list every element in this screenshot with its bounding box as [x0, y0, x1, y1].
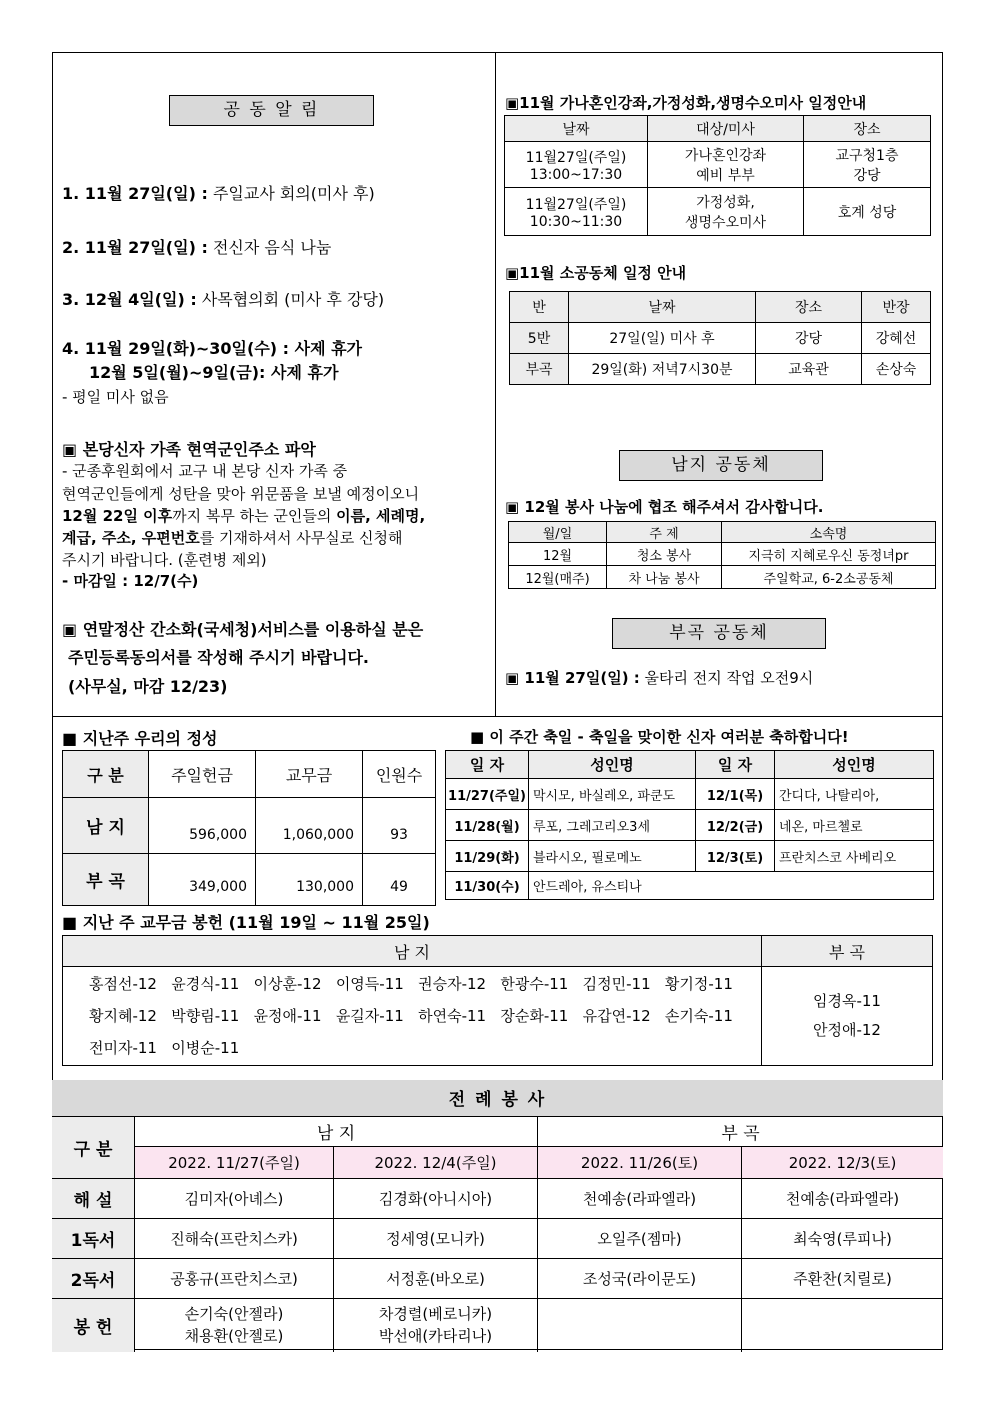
bugok-title: 부곡 공동체 [612, 618, 826, 649]
military-line-4 [62, 527, 402, 548]
table-row [52, 1258, 943, 1298]
liturgy-offer-cell [538, 1298, 742, 1352]
military-line-2: 현역군인들에게 성탄을 맞아 위문품을 보낼 예정이오니 [62, 485, 420, 503]
liturgy-offer-cell: 차경렬(베로니카) 박선애(카타리나) [334, 1298, 538, 1352]
feast-header-date: 일 자 [446, 751, 529, 779]
small-community-table [509, 291, 931, 385]
liturgy-bugok: 부 곡 [538, 1116, 944, 1146]
dues-namji-line: 전미자-11 이병순-11 [89, 1039, 240, 1057]
sc-header-place: 장소 [756, 292, 862, 323]
military-line-4-text: 를 기재하셔서 사무실로 신청해 [199, 529, 403, 547]
liturgy-cell: 오일주(젬마) [538, 1218, 742, 1258]
marriage-header-target: 대상/미사 [648, 116, 804, 142]
sc-group: 부곡 [510, 354, 569, 385]
namji-service-table [508, 521, 936, 589]
namji-header-topic: 주 제 [607, 522, 722, 543]
tax-line-3: (사무실, 마감 12/23) [68, 677, 228, 696]
feast-date: 11/27(주일) [446, 779, 529, 810]
table-row [509, 566, 936, 589]
liturgy-row-label: 해 설 [52, 1178, 135, 1218]
table-row [446, 872, 934, 900]
feast-saint: 블라시오, 필로메노 [529, 841, 696, 872]
sc-date: 27일(일) 미사 후 [569, 323, 756, 354]
table-row [510, 354, 931, 385]
marriage-place: 교구청1층 강당 [804, 142, 931, 188]
notice-item-2 [62, 235, 331, 258]
offering-table [62, 750, 436, 906]
military-line-5: 주시기 바랍니다. (훈련병 제외) [62, 551, 267, 569]
table-row [505, 188, 931, 236]
feast-saint: 루포, 그레고리오3세 [529, 810, 696, 841]
offering-count: 93 [363, 798, 436, 854]
offering-sunday: 349,000 [149, 854, 256, 906]
namji-group: 지극히 지혜로우신 동정녀pr [722, 543, 936, 566]
table-row [63, 798, 436, 854]
feast-date: 12/3(토) [696, 841, 775, 872]
offering-header-dues: 교무금 [256, 751, 363, 798]
liturgy-cell: 천예송(라파엘라) [538, 1178, 742, 1218]
feast-header-saint-2: 성인명 [775, 751, 934, 779]
feast-saint: 프란치스코 사베리오 [775, 841, 934, 872]
liturgy-date: 2022. 11/27(주일) [135, 1146, 334, 1178]
liturgy-row-label: 2독서 [52, 1258, 135, 1298]
liturgy-col-label: 구 분 [52, 1116, 135, 1178]
dues-bugok-line: 안정애-12 [813, 1021, 881, 1039]
liturgy-cell: 주환찬(치릴로) [742, 1258, 944, 1298]
liturgy-cell: 정세영(모니카) [334, 1218, 538, 1258]
feast-header-saint: 성인명 [529, 751, 696, 779]
table-row [52, 1218, 943, 1258]
sc-header-leader: 반장 [862, 292, 931, 323]
military-line-3 [62, 505, 425, 526]
namji-thanks: ▣ 12월 봉사 나눔에 협조 해주셔서 감사합니다. [505, 498, 824, 516]
liturgy-title: 전 례 봉 사 [52, 1080, 943, 1116]
liturgy-cell: 김미자(아녜스) [135, 1178, 334, 1218]
liturgy-offer-cell: 손기숙(안젤라) 채용환(안젤로) [135, 1298, 334, 1352]
feast-saint: 간디다, 나탈리아, [775, 779, 934, 810]
dues-table [62, 935, 933, 1066]
sc-date: 29일(화) 저녁7시30분 [569, 354, 756, 385]
sc-place: 강당 [756, 323, 862, 354]
table-row [446, 841, 934, 872]
namji-header-group: 소속명 [722, 522, 936, 543]
feast-saint: 막시모, 바실레오, 파쿤도 [529, 779, 696, 810]
sc-leader: 손상숙 [862, 354, 931, 385]
liturgy-row-label: 1독서 [52, 1218, 135, 1258]
liturgy-cell: 공홍규(프란치스코) [135, 1258, 334, 1298]
dues-bugok-list [762, 967, 933, 1066]
notice-title: 공 동 알 림 [169, 95, 374, 126]
sc-header-date: 날짜 [569, 292, 756, 323]
namji-topic: 청소 봉사 [607, 543, 722, 566]
liturgy-cell: 진해숙(프란치스카) [135, 1218, 334, 1258]
feast-date: 12/2(금) [696, 810, 775, 841]
marriage-target: 가정성화, 생명수오미사 [648, 188, 804, 236]
offering-community: 부 곡 [63, 854, 149, 906]
column-divider [495, 52, 496, 716]
notice-item-2-date: 2. 11월 27일(일) : [62, 238, 208, 257]
notice-item-1 [62, 181, 375, 204]
sc-place: 교육관 [756, 354, 862, 385]
sc-group: 5반 [510, 323, 569, 354]
feast-title: ■ 이 주간 축일 - 축일을 맞이한 신자 여러분 축하합니다! [470, 728, 849, 746]
liturgy-cell: 최숙영(루피나) [742, 1218, 944, 1258]
liturgy-cell: 김경화(아니시아) [334, 1178, 538, 1218]
table-row [446, 810, 934, 841]
liturgy-date: 2022. 11/26(토) [538, 1146, 742, 1178]
feast-saint: 네온, 마르첼로 [775, 810, 934, 841]
notice-item-2-text: 전신자 음식 나눔 [207, 238, 332, 257]
namji-topic: 차 나눔 봉사 [607, 566, 722, 589]
bugok-note [505, 667, 813, 688]
notice-item-3-text: 사목협의회 (미사 후 강당) [196, 290, 385, 309]
offering-sunday: 596,000 [149, 798, 256, 854]
bugok-note-date: ▣ 11월 27일(일) : [505, 669, 640, 687]
marriage-header-place: 장소 [804, 116, 931, 142]
offering-header-count: 인원수 [363, 751, 436, 798]
namji-group: 주일학교, 6-2소공동체 [722, 566, 936, 589]
marriage-date: 11월27일(주일) 10:30~11:30 [505, 188, 648, 236]
marriage-target: 가나혼인강좌 예비 부부 [648, 142, 804, 188]
table-row [509, 543, 936, 566]
offering-dues: 130,000 [256, 854, 363, 906]
military-fields: 이름, 세례명, [336, 507, 426, 525]
dues-header-bugok: 부 곡 [762, 936, 933, 967]
table-row [52, 1178, 943, 1218]
dues-bugok-line: 임경옥-11 [813, 992, 881, 1010]
offering-dues: 1,060,000 [256, 798, 363, 854]
sc-header-group: 반 [510, 292, 569, 323]
liturgy-row-label: 봉 헌 [52, 1298, 135, 1352]
notice-item-3-date: 3. 12월 4일(일) : [62, 290, 197, 309]
marriage-date: 11월27일(주일) 13:00~17:30 [505, 142, 648, 188]
dues-title: ■ 지난 주 교무금 봉헌 (11월 19일 ~ 11월 25일) [62, 913, 430, 932]
feast-date: 11/28(월) [446, 810, 529, 841]
offering-title: ■ 지난주 우리의 정성 [62, 729, 218, 748]
tax-line-1: ▣ 연말정산 간소화(국세청)서비스를 이용하실 분은 [62, 620, 424, 639]
military-deadline: - 마감일 : 12/7(수) [62, 572, 199, 590]
offering-header-sunday: 주일헌금 [149, 751, 256, 798]
small-community-title: ▣11월 소공동체 일정 안내 [505, 264, 687, 282]
liturgy-date: 2022. 12/4(주일) [334, 1146, 538, 1178]
section-divider-1 [52, 716, 943, 717]
notice-item-1-date: 1. 11월 27일(일) : [62, 184, 208, 203]
feast-header-date-2: 일 자 [696, 751, 775, 779]
feast-table [445, 750, 934, 900]
table-row [510, 323, 931, 354]
marriage-header-date: 날짜 [505, 116, 648, 142]
offering-header-category: 구 분 [63, 751, 149, 798]
notice-item-4-line1: 4. 11월 29일(화)~30일(수) : 사제 휴가 [62, 339, 363, 358]
dues-namji-line: 홍점선-12 윤경식-11 이상훈-12 이영득-11 권승자-12 한광수-11 김정민-11 황기정-11 [89, 975, 733, 993]
table-row [63, 854, 436, 906]
table-row [446, 779, 934, 810]
table-row [505, 142, 931, 188]
feast-date: 12/1(목) [696, 779, 775, 810]
bugok-note-text: 울타리 전지 작업 오전9시 [639, 669, 814, 687]
notice-item-3 [62, 287, 384, 310]
liturgy-table [52, 1080, 943, 1352]
feast-date: 11/30(수) [446, 872, 529, 900]
feast-date: 11/29(화) [446, 841, 529, 872]
tax-line-2: 주민등록동의서를 작성해 주시기 바랍니다. [68, 648, 369, 667]
liturgy-date: 2022. 12/3(토) [742, 1146, 944, 1178]
marriage-title: ▣11월 가나혼인강좌,가정성화,생명수오미사 일정안내 [505, 94, 867, 112]
notice-item-4-line2: 12월 5일(월)~9일(금): 사제 휴가 [89, 363, 339, 382]
military-line-3-text: 까지 복무 하는 군인들의 [172, 507, 337, 525]
dues-namji-list [63, 967, 762, 1066]
military-fields-2: 계급, 주소, 우편번호 [62, 529, 200, 547]
notice-item-1-text: 주일교사 회의(미사 후) [207, 184, 375, 203]
namji-date: 12월(매주) [509, 566, 607, 589]
notice-item-4-line3: - 평일 미사 없음 [62, 388, 169, 406]
liturgy-namji: 남 지 [135, 1116, 538, 1146]
offering-community: 남 지 [63, 798, 149, 854]
military-deadline-date: 12월 22일 이후 [62, 507, 173, 525]
feast-saint: 안드레아, 유스티나 [529, 872, 934, 900]
dues-header-namji: 남 지 [63, 936, 762, 967]
namji-title: 남지 공동체 [619, 450, 823, 481]
marriage-table [504, 115, 931, 236]
sc-leader: 강혜선 [862, 323, 931, 354]
liturgy-offer-cell [742, 1298, 944, 1352]
namji-date: 12월 [509, 543, 607, 566]
dues-namji-line: 황지혜-12 박향림-11 윤정애-11 윤길자-11 하연숙-11 장순화-11 유갑연-12 손기숙-11 [89, 1007, 733, 1025]
military-heading: ▣ 본당신자 가족 현역군인주소 파악 [62, 440, 316, 459]
military-line-1: - 군종후원회에서 교구 내 본당 신자 가족 중 [62, 462, 348, 480]
liturgy-cell: 조성국(라이문도) [538, 1258, 742, 1298]
liturgy-cell: 서정훈(바오로) [334, 1258, 538, 1298]
namji-header-date: 월/일 [509, 522, 607, 543]
offering-count: 49 [363, 854, 436, 906]
liturgy-cell: 천예송(라파엘라) [742, 1178, 944, 1218]
marriage-place: 호계 성당 [804, 188, 931, 236]
table-row [52, 1298, 943, 1352]
